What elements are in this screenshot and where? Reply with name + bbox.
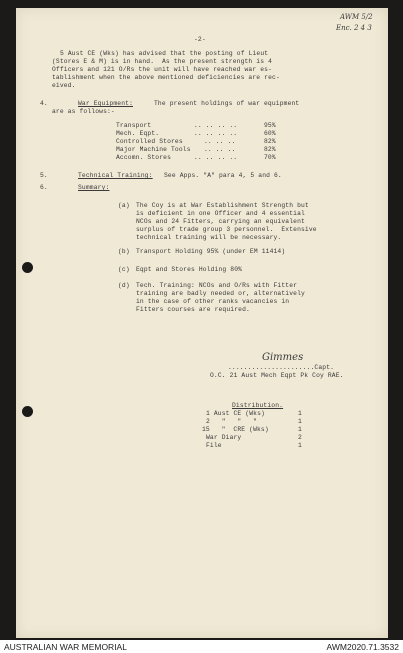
summary-line: is deficient in one Officer and 4 essential <box>136 210 305 217</box>
distribution-name: File <box>206 442 222 449</box>
intro-line: 5 Aust CE (Wks) has advised that the posting of Lieut <box>60 50 269 57</box>
section-number: 5. <box>40 172 48 179</box>
distribution-name: 2 " " " <box>206 418 258 425</box>
distribution-qty: 1 <box>298 410 302 417</box>
summary-line: Tech. Training: NCOs and O/Rs with Fitter <box>136 282 298 289</box>
distribution-heading: Distribution. <box>232 402 284 409</box>
punch-hole <box>22 262 33 273</box>
intro-line: (Stores E & M) is in hand. As the present strength is 4 <box>52 58 273 65</box>
summary-line: The Coy is at War Establishment Strength but <box>136 202 309 209</box>
summary-line: in the case of other ranks vacancies in <box>136 298 290 305</box>
equipment-value: 95% <box>264 122 276 129</box>
archive-annotation: AWM 5/2 <box>340 13 373 21</box>
distribution-qty: 1 <box>298 418 302 425</box>
leader-dots: .. .. .. .. <box>194 122 238 129</box>
equipment-label: Major Machine Tools <box>116 146 191 153</box>
footer-catalog-id: AWM2020.71.3532 <box>326 642 399 652</box>
summary-line: surplus of trade group 3 personnel. Extensive <box>136 226 317 233</box>
footer-source: AUSTRALIAN WAR MEMORIAL <box>4 642 127 652</box>
summary-line: NCOs and 24 Fitters, carrying an equivalent <box>136 218 305 225</box>
distribution-name: 1 Aust CE (Wks) <box>206 410 265 417</box>
section-text: See Apps. "A" para 4, 5 and 6. <box>164 172 282 179</box>
equipment-value: 60% <box>264 130 276 137</box>
leader-dots: .. .. .. <box>204 146 236 153</box>
equipment-value: 82% <box>264 138 276 145</box>
distribution-qty: 2 <box>298 434 302 441</box>
summary-line: Fitters courses are required. <box>136 306 250 313</box>
intro-line: Officers and 121 O/Rs the unit will have reached war es- <box>52 66 273 73</box>
item-label: (a) <box>118 202 130 209</box>
equipment-value: 82% <box>264 146 276 153</box>
equipment-value: 70% <box>264 154 276 161</box>
summary-line: technical training will be necessary. <box>136 234 282 241</box>
document-page <box>16 8 388 638</box>
section-text: are as follows:- <box>52 108 115 115</box>
equipment-label: Transport <box>116 122 152 129</box>
item-label: (c) <box>118 266 130 273</box>
equipment-label: Controlled Stores <box>116 138 183 145</box>
leader-dots: .. .. .. .. <box>194 130 238 137</box>
signature-title: O.C. 21 Aust Mech Eqpt Pk Coy RAE. <box>210 372 344 379</box>
distribution-qty: 1 <box>298 426 302 433</box>
section-number: 4. <box>40 100 48 107</box>
section-heading: Technical Training: <box>78 172 153 179</box>
summary-line: Transport Holding 95% (under EM 11414) <box>136 248 286 255</box>
item-label: (d) <box>118 282 130 289</box>
intro-line: tablishment when the above mentioned deficiencies are rec- <box>52 74 280 81</box>
archive-footer <box>0 640 403 653</box>
signature: Gimmes <box>262 352 304 363</box>
page-number: -2- <box>194 36 206 43</box>
signature-line: ......................Capt. <box>228 364 335 371</box>
equipment-label: Accomn. Stores <box>116 154 172 161</box>
section-heading: Summary: <box>78 184 110 191</box>
archive-annotation: Enc. 2 4 3 <box>336 24 372 32</box>
section-heading: War Equipment: <box>78 100 134 107</box>
summary-line: Eqpt and Stores Holding 80% <box>136 266 243 273</box>
punch-hole <box>22 406 33 417</box>
leader-dots: .. .. .. .. <box>194 154 238 161</box>
distribution-name: 15 " CRE (Wks) <box>202 426 269 433</box>
distribution-name: War Diary <box>206 434 242 441</box>
item-label: (b) <box>118 248 130 255</box>
section-number: 6. <box>40 184 48 191</box>
section-text: The present holdings of war equipment <box>154 100 300 107</box>
summary-line: training are badly needed or, alternatively <box>136 290 305 297</box>
leader-dots: .. .. .. <box>204 138 236 145</box>
distribution-qty: 1 <box>298 442 302 449</box>
equipment-label: Mech. Eqpt. <box>116 130 160 137</box>
intro-line: eived. <box>52 82 76 89</box>
